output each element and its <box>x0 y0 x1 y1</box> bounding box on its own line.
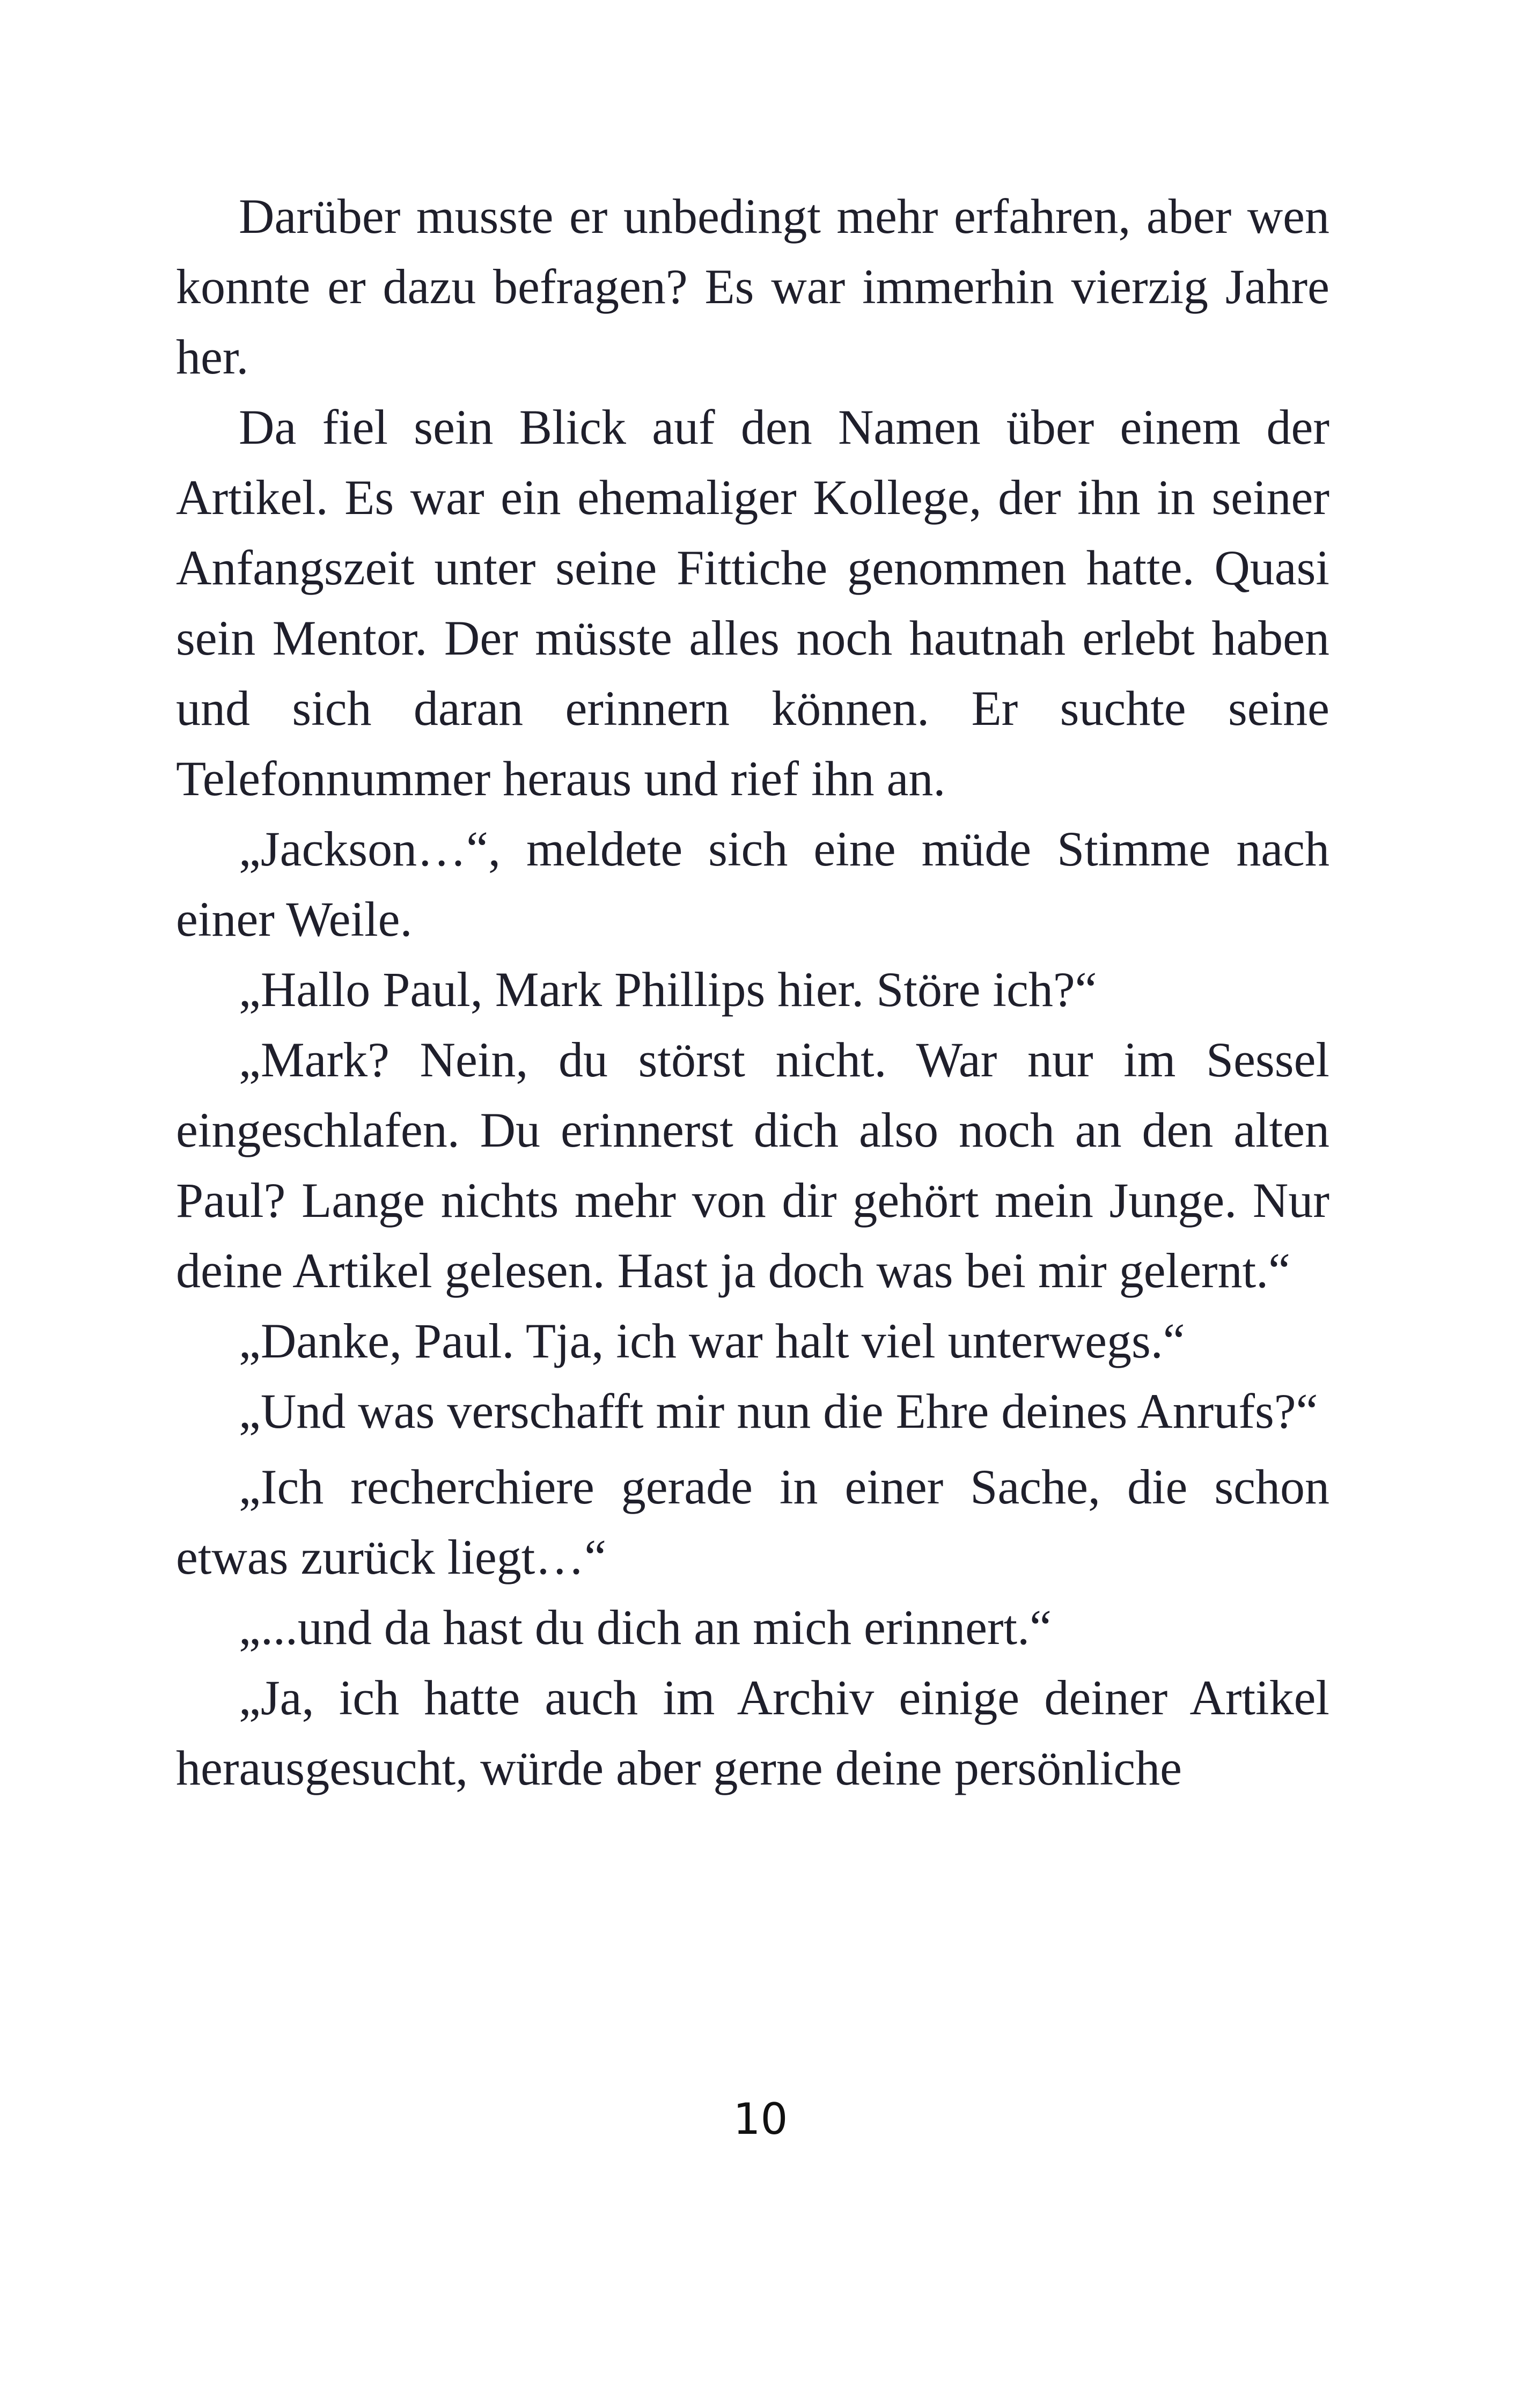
paragraph: „Danke, Paul. Tja, ich war halt viel unterwegs.“ <box>239 1313 1185 1368</box>
paragraph: „...und da hast du dich an mich erinnert.“ <box>239 1600 1052 1655</box>
body-text <box>176 181 1329 1803</box>
paragraph: „Ich recherchiere gerade in einer Sache, die schon etwas zurück liegt…“ <box>176 1459 1329 1584</box>
paragraph: „Mark? Nein, du störst nicht. War nur im Sessel eingeschlafen. Du erinnerst dich also noch an den alten Paul? Lange nichts mehr von dir gehört mein Junge. Nur deine Artikel gelesen. Hast ja doch was bei mir gelernt.“ <box>176 1032 1329 1298</box>
paragraph: „Ja, ich hatte auch im Archiv einige deiner Artikel herausgesucht, würde aber gerne deine persönliche <box>176 1670 1329 1795</box>
paragraph: „Jackson…“, meldete sich eine müde Stimme nach einer Weile. <box>176 821 1329 946</box>
paragraph: Da fiel sein Blick auf den Namen über einem der Artikel. Es war ein ehemaliger Kollege, der ihn in seiner Anfangszeit unter seine Fittiche genommen hatte. Quasi sein Mentor. Der müsste alles noch hautnah erlebt haben und sich daran erinnern können. Er suchte seine Telefonnummer heraus und rief ihn an. <box>176 400 1329 806</box>
page-number: 10 <box>733 2094 788 2144</box>
paragraph: Darüber musste er unbedingt mehr erfahren, aber wen konnte er dazu befragen? Es war immerhin vierzig Jahre her. <box>176 189 1329 384</box>
paragraph: „Hallo Paul, Mark Phillips hier. Störe ich?“ <box>239 962 1097 1017</box>
paragraph: „Und was verschafft mir nun die Ehre deines Anrufs?“ <box>239 1384 1318 1438</box>
